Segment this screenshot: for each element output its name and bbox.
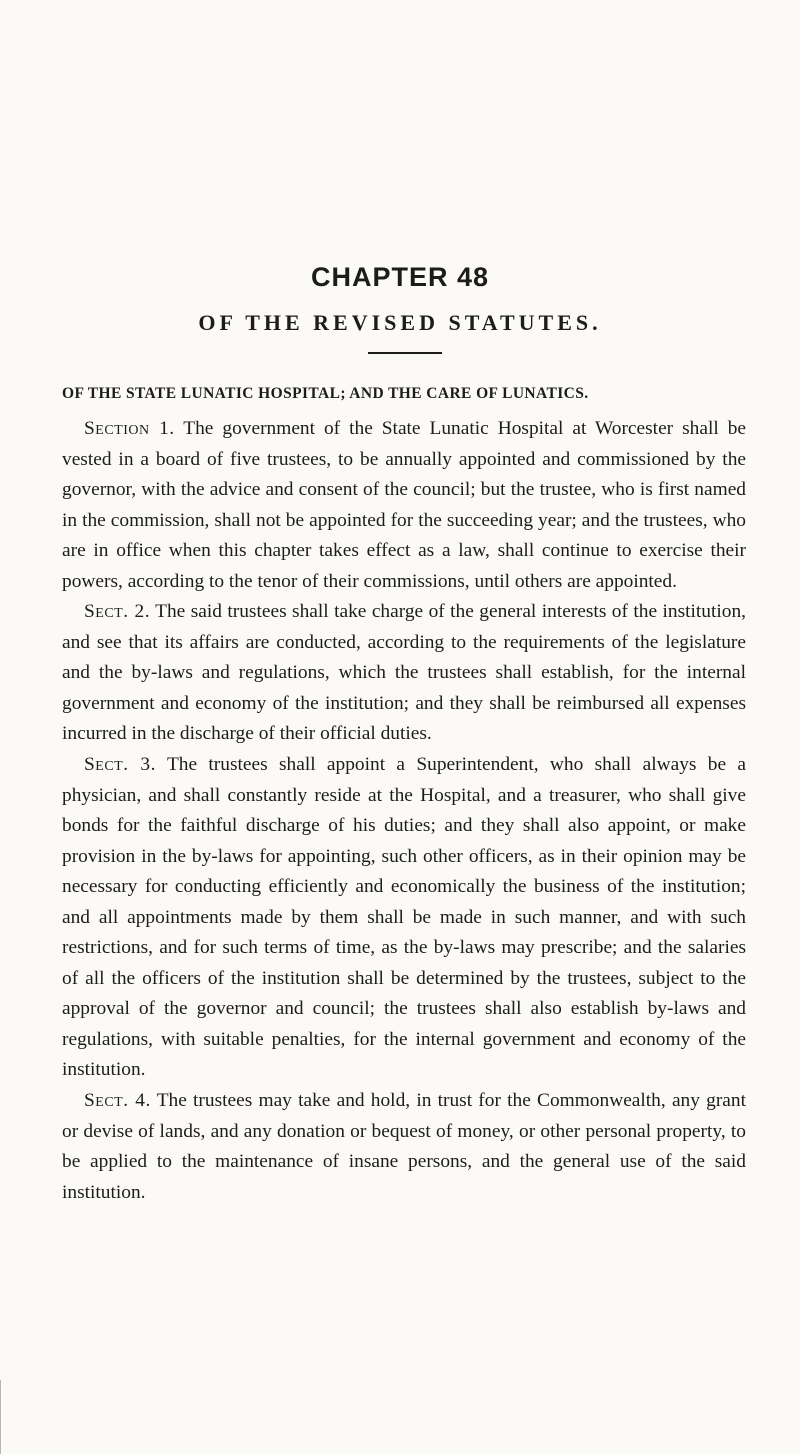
section-text: The said trustees shall take charge of the general interests of the institution, and see that its affairs are conducted, according to the requirements of the legislature and the by-laws and regulations, which the trustees shall establish, for the internal government and economy of the institution; and they shall be reimbursed all expenses incurred in the discharge of their official duties. <box>62 601 746 745</box>
section-3 <box>62 750 746 1086</box>
title-divider <box>368 352 442 354</box>
statute-body <box>62 414 746 1208</box>
section-text: The government of the State Lunatic Hospital at Worcester shall be vested in a board of five trustees, to be annually appointed and commissioned by the governor, with the advice and consent of the council; but the trustee, who is first named in the commission, shall not be appointed for the succeeding year; and the trustees, who are in office when this chapter takes effect as a law, shall continue to exercise their powers, according to the tenor of their commissions, until others are appointed. <box>62 418 747 592</box>
page-edge-mark <box>0 1380 1 1454</box>
chapter-subtitle: OF THE REVISED STATUTES. <box>198 310 602 335</box>
section-text: The trustees shall appoint a Superintendent, who shall always be a physician, and shall constantly reside at the Hospital, and a treasurer, who shall give bonds for the faithful discharge of his duties; and they shall also appoint, or make provision in the by-laws for appointing, such other officers, as in their opinion may be necessary for conducting efficiently and economically the business of the institution; and all appointments made by them shall be made in such manner, and with such restrictions, and for such terms of time, as the by-laws may prescribe; and the salaries of all the officers of the institution shall be determined by the trustees, subject to the approval of the governor and council; the trustees shall also establish by-laws and regulations, with suitable penalties, for the internal government and economy of the institution. <box>62 754 747 1081</box>
section-2 <box>62 597 746 750</box>
section-label: Sect. 2. <box>84 601 151 623</box>
section-text: The trustees may take and hold, in trust for the Commonwealth, any grant or devise of lands, and any donation or bequest of money, or other personal property, to be applied to the maintenance of insane persons, and the general use of the said institution. <box>62 1090 746 1203</box>
chapter-title: CHAPTER 48 <box>310 262 490 292</box>
section-label: Section 1. <box>84 418 175 439</box>
section-heading: OF THE STATE LUNATIC HOSPITAL; AND THE CARE OF LUNATICS. <box>62 385 589 402</box>
section-1 <box>62 414 746 597</box>
section-label: Sect. 3. <box>84 754 156 776</box>
section-4 <box>62 1086 746 1208</box>
section-label: Sect. 4. <box>84 1090 151 1112</box>
